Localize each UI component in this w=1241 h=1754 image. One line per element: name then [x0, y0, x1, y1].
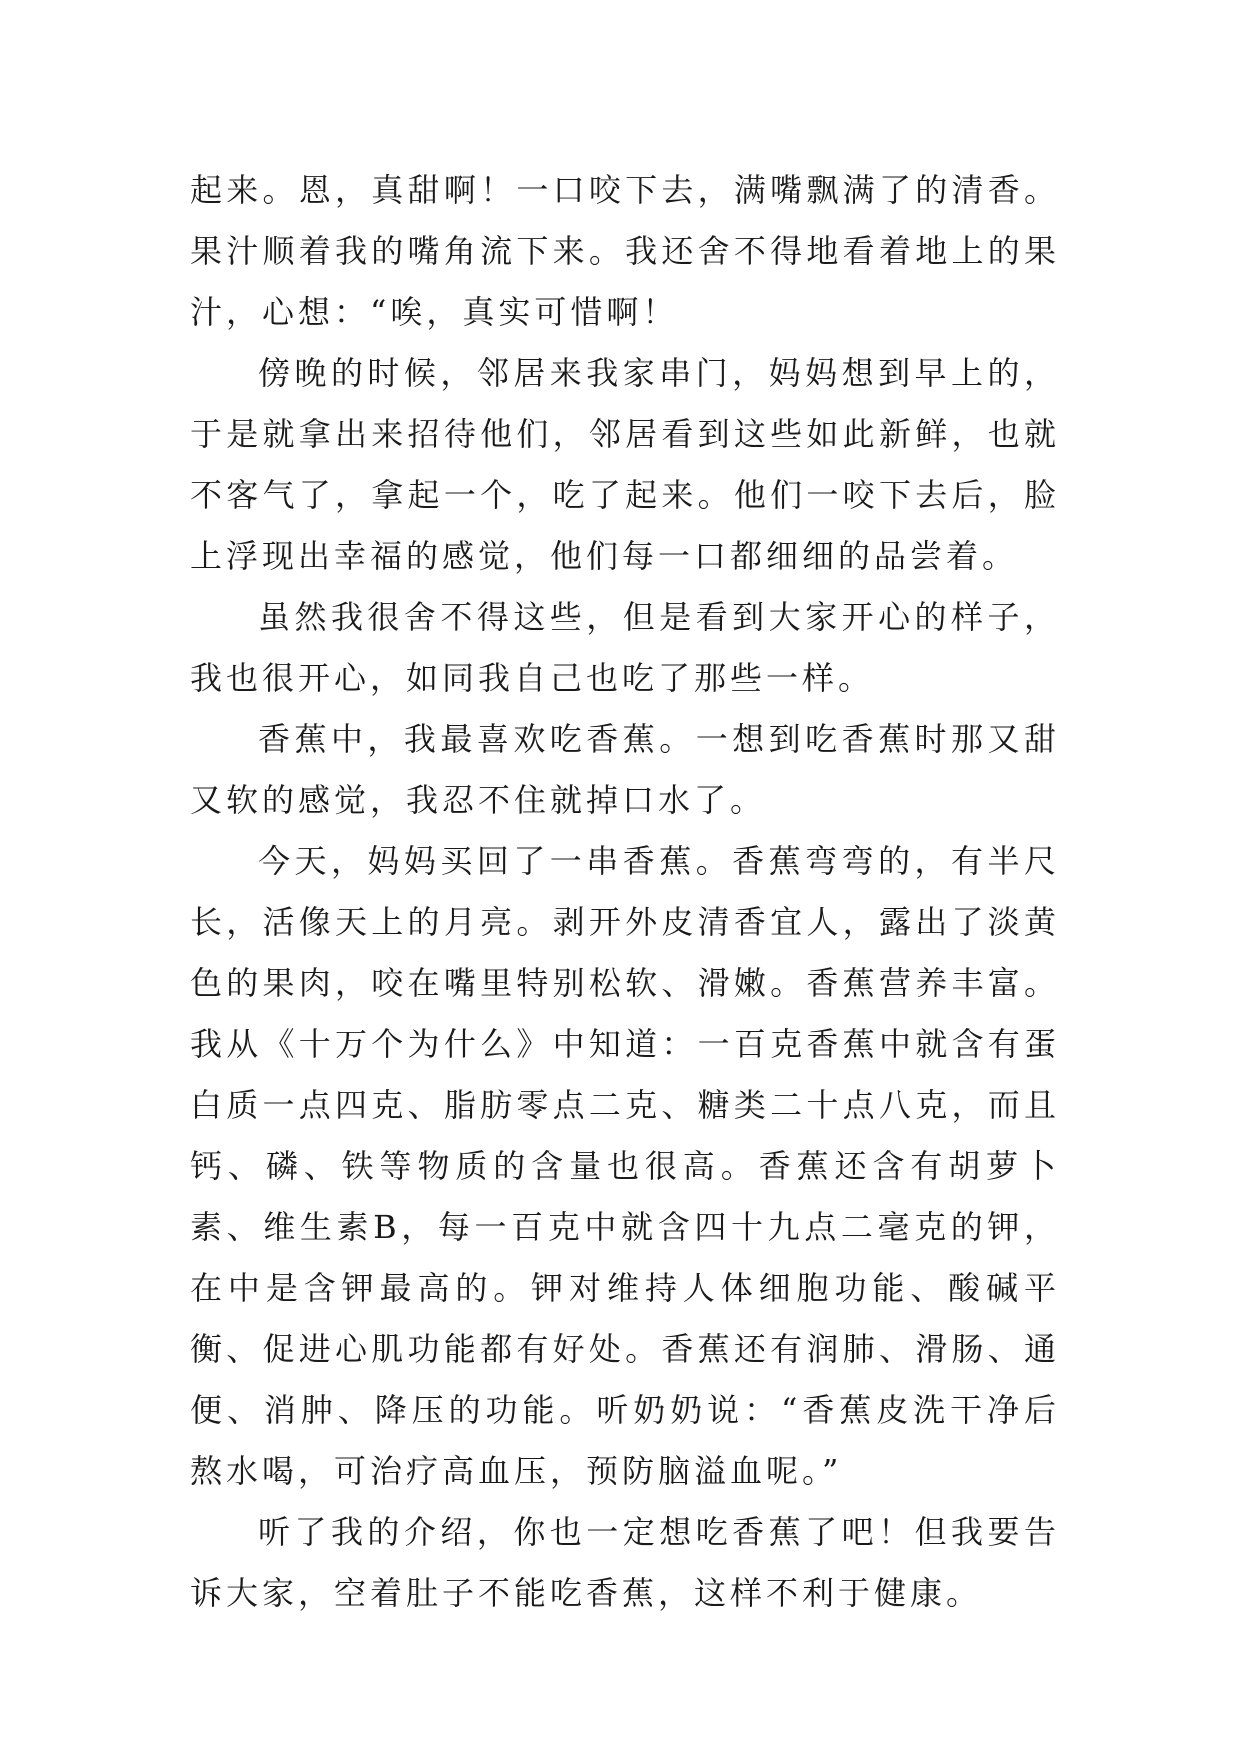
paragraph-1: 起来。恩，真甜啊！一口咬下去，满嘴飘满了的清香。果汁顺着我的嘴角流下来。我还舍不得地看着地上的果汁，心想：“唉，真实可惜啊！ [190, 171, 1060, 331]
paragraph-2: 傍晚的时候，邻居来我家串门，妈妈想到早上的，于是就拿出来招待他们，邻居看到这些如此新鲜，也就不客气了，拿起一个，吃了起来。他们一咬下去后，脸上浮现出幸福的感觉，他们每一口都细细的品尝着。 [190, 354, 1060, 575]
paragraph-5: 今天，妈妈买回了一串香蕉。香蕉弯弯的，有半尺长，活像天上的月亮。剥开外皮清香宜人，露出了淡黄色的果肉，咬在嘴里特别松软、滑嫩。香蕉营养丰富。我从《十万个为什么》中知道：一百克香蕉中就含有蛋白质一点四克、脂肪零点二克、糖类二十点八克，而且钙、磷、铁等物质的含量也很高。香蕉还含有胡萝卜素、维生素B，每一百克中就含四十九点二毫克的钾，在中是含钾最高的。钾对维持人体细胞功能、酸碱平衡、促进心肌功能都有好处。香蕉还有润肺、滑肠、通便、消肿、降压的功能。听奶奶说：“香蕉皮洗干净后熬水喝，可治疗高血压，预防脑溢血呢。” [190, 842, 1060, 1490]
paragraph-6: 听了我的介绍，你也一定想吃香蕉了吧！但我要告诉大家，空着肚子不能吃香蕉，这样不利于健康。 [190, 1513, 1060, 1612]
paragraph-4: 香蕉中，我最喜欢吃香蕉。一想到吃香蕉时那又甜又软的感觉，我忍不住就掉口水了。 [190, 720, 1060, 819]
document-body [190, 160, 1060, 1624]
paragraph-3: 虽然我很舍不得这些，但是看到大家开心的样子，我也很开心，如同我自己也吃了那些一样。 [190, 598, 1060, 697]
